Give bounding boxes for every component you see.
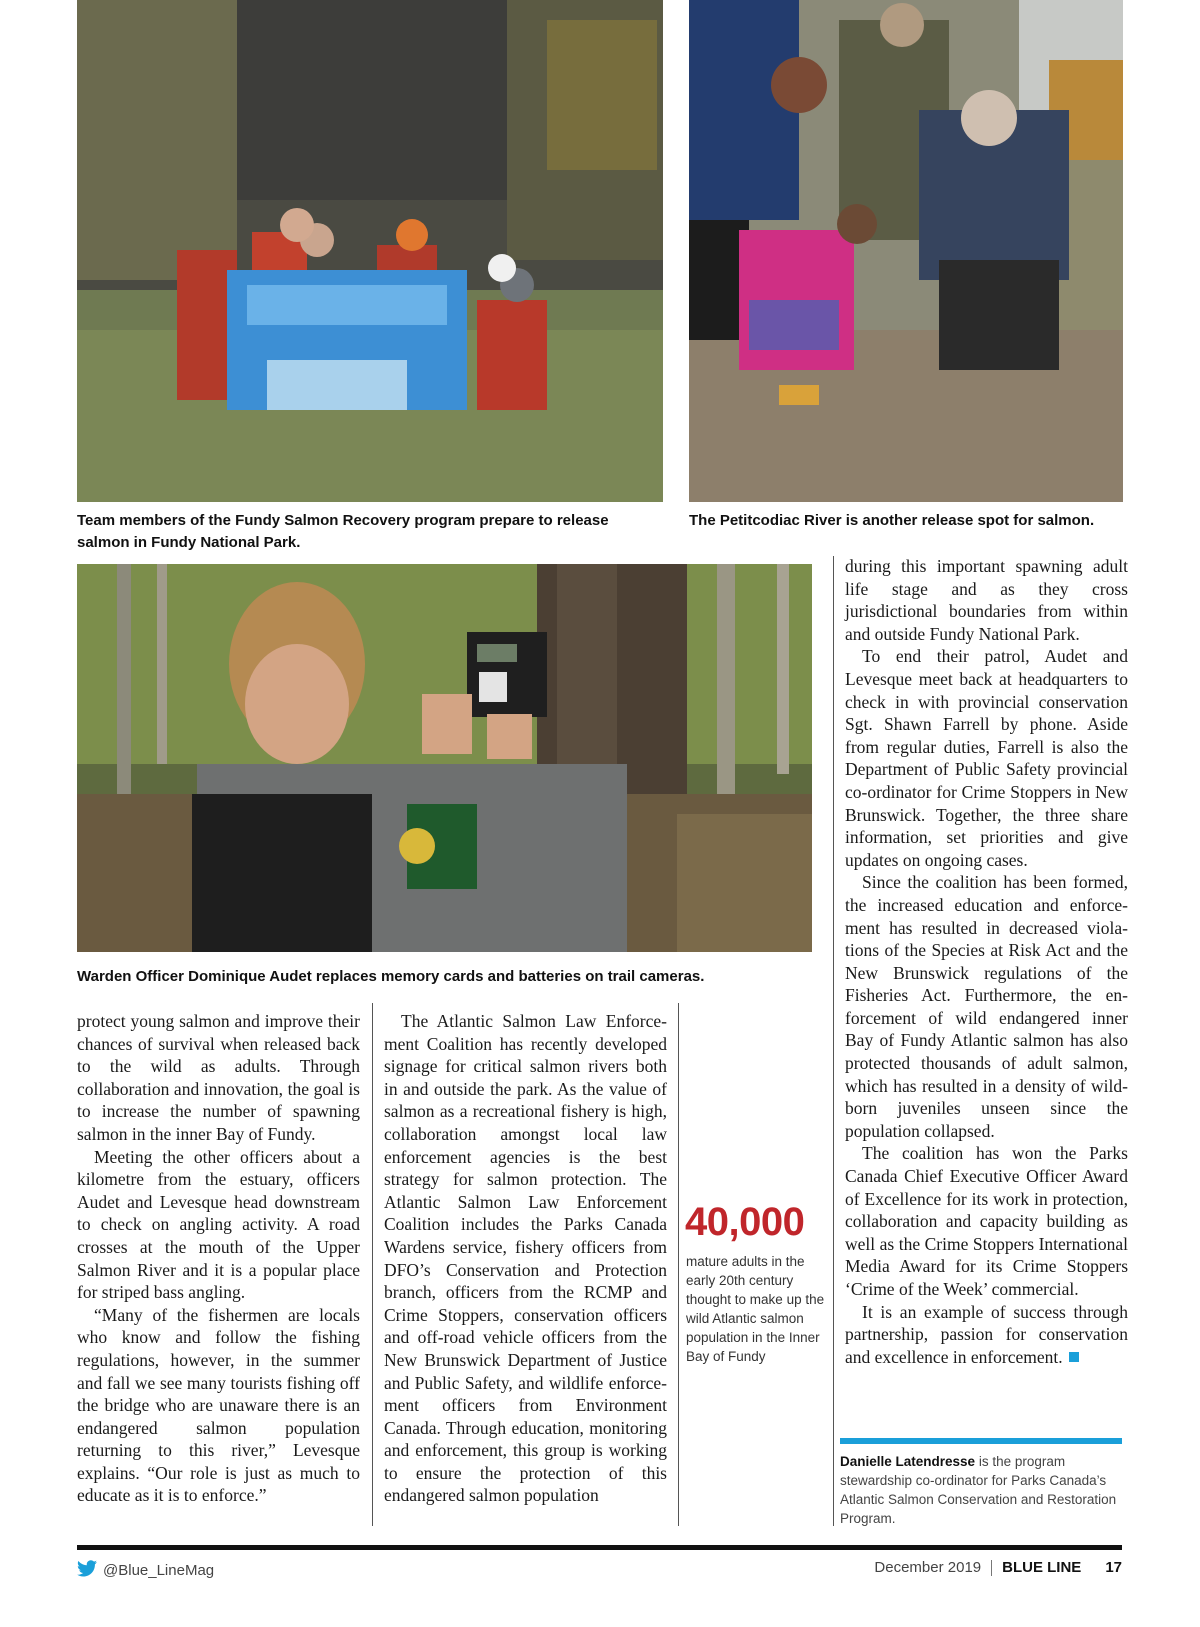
twitter-handle: @Blue_LineMag xyxy=(103,1562,215,1579)
paragraph: protect young salmon and improve their chances of survival when released back to the wild as adults. Through collaboration and innovation, the goal is to increase the number of spawning salmon in the inner Bay of Fundy. xyxy=(77,1011,360,1144)
photo-petitcodiac-river xyxy=(689,0,1123,502)
column-divider xyxy=(372,1003,373,1526)
closing-paragraph xyxy=(845,1301,1128,1369)
author-description: is the program stewardship co-ordinator for Parks Canada’s Atlantic Salmon Conservation and Restoration Program. xyxy=(840,1454,1117,1526)
bio-accent-bar xyxy=(840,1438,1122,1444)
page-number: 17 xyxy=(1105,1559,1122,1576)
author-name: Danielle Latendresse xyxy=(840,1454,976,1469)
footer-twitter[interactable] xyxy=(77,1560,214,1581)
paragraph: The Atlantic Salmon Law Enforcement Coalition has recently developed signage for critical salmon rivers both in and outside the park. As the value of salmon as a recreational fishery is high, collaboration amongst local law enforcement agencies is the best strategy for salmon protection. The Atlantic Salmon Law Enforcement Coalition includes the Parks Canada Wardens service, fishery officers from DFO’s Conservation and Protection branch, officers from the RCMP and Crime Stoppers, conservation officers and off-road vehicle officers from the New Brunswick Department of Justice and Public Safety, and wildlife enforcement officers from Environment Canada. Through education, monitoring and enforcement, this group is working to ensure the protection of this endangered salmon population xyxy=(384,1011,667,1506)
column-divider xyxy=(833,556,834,1526)
paragraph: Since the coalition has been formed, the increased education and enforcement has resulted in decreased violations of the Species at Risk Act and the New Brunswick regulations of the Fisheries Act. Furthermore, the enforcement of wild endangered inner Bay of Fundy Atlantic salmon has also protected thousands of adult salmon, which has resulted in a density of wild-born juveniles unseen since the population collapsed. xyxy=(845,872,1128,1141)
article-column-3 xyxy=(845,555,1128,1368)
photo-salmon-release xyxy=(77,0,663,502)
stat-number: 40,000 xyxy=(685,1200,805,1244)
footer-rule xyxy=(77,1545,1122,1550)
article-column-1 xyxy=(77,1010,360,1507)
issue-date: December 2019 xyxy=(874,1559,982,1576)
article-column-2 xyxy=(384,1010,667,1507)
photo-warden-trail-camera xyxy=(77,564,812,952)
stat-description: mature adults in the early 20th century thought to make up the wild Atlantic salmon population in the Inner Bay of Fundy xyxy=(686,1254,825,1364)
paragraph: Meeting the other officers about a kilometre from the estuary, officers Audet and Levesque head downstream to check on angling activity. A road crosses at the mouth of the Upper Salmon River and it is a popular place for striped bass angling. xyxy=(77,1146,360,1303)
footer-issue-info xyxy=(874,1559,1122,1576)
magazine-name: BLUE LINE xyxy=(1002,1559,1082,1576)
caption-salmon-release: Team members of the Fundy Salmon Recovery program prepare to release salmon in Fundy National Park. xyxy=(77,512,609,551)
author-bio xyxy=(840,1452,1122,1528)
paragraph: To end their patrol, Audet and Levesque meet back at headquarters to check in with provincial conservation Sgt. Shawn Farrell by phone. Aside from regular duties, Farrell is also the Department of Public Safety provincial co-ordinator for Crime Stoppers in New Brunswick. Together, the three share information, set priorities and give updates on ongoing cases. xyxy=(845,646,1128,870)
paragraph-text: It is an example of success through partnership, passion for conservation and excellence in enforcement. xyxy=(845,1301,1128,1367)
end-mark-icon xyxy=(1069,1352,1079,1362)
caption-warden-trail-camera: Warden Officer Dominique Audet replaces memory cards and batteries on trail cameras. xyxy=(77,968,705,985)
paragraph: The coalition has won the Parks Canada Chief Executive Officer Award of Excellence for its work in protection, collaboration and capacity building as well as the Crime Stoppers International Media Award for its Crime Stoppers ‘Crime of the Week’ commercial. xyxy=(845,1143,1128,1299)
twitter-icon xyxy=(77,1560,97,1581)
column-divider xyxy=(678,1003,679,1526)
caption-petitcodiac-river: The Petitcodiac River is another release spot for salmon. xyxy=(689,512,1095,529)
footer-separator xyxy=(991,1560,992,1576)
paragraph: during this important spawning adult life stage and as they cross jurisdictional boundaries from within and outside Fundy National Park. xyxy=(845,556,1128,644)
paragraph: “Many of the fishermen are locals who know and follow the fishing regulations, however, in the summer and fall we see many tourists fishing off the bridge who are unaware there is an endangered salmon population returning to this river,” Levesque explains. “Our role is just as much to educate as it is to enforce.” xyxy=(77,1304,360,1506)
